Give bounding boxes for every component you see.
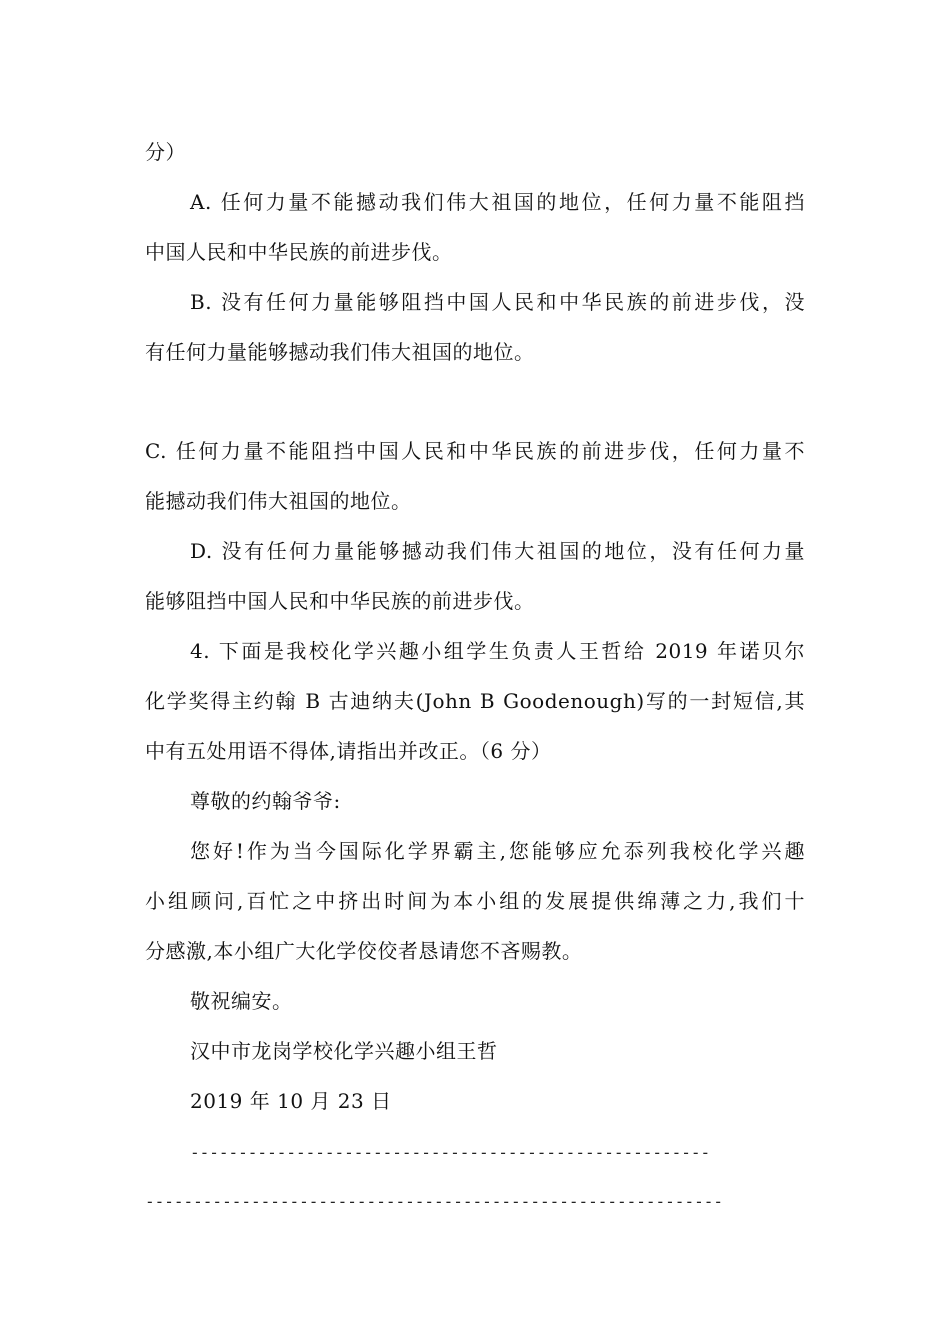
question-4-line-3: 中有五处用语不得体,请指出并改正。（6 分） bbox=[145, 739, 552, 763]
option-a-line-2: 中国人民和中华民族的前进步伐。 bbox=[145, 240, 453, 264]
option-d-line-1: D. 没有任何力量能够撼动我们伟大祖国的地位，没有任何力量 bbox=[190, 539, 805, 563]
letter-body-line-1: 您好!作为当今国际化学界霸主,您能够应允忝列我校化学兴趣 bbox=[190, 839, 805, 863]
answer-line-2: ------------------------------------------------------------ bbox=[145, 1192, 723, 1211]
letter-salutation: 尊敬的约翰爷爷: bbox=[190, 789, 341, 813]
option-d-line-2: 能够阻挡中国人民和中华民族的前进步伐。 bbox=[145, 589, 535, 613]
option-b-line-2: 有任何力量能够撼动我们伟大祖国的地位。 bbox=[145, 340, 535, 364]
question-4-line-1: 4. 下面是我校化学兴趣小组学生负责人王哲给 2019 年诺贝尔 bbox=[190, 639, 805, 663]
letter-body-line-3: 分感激,本小组广大化学佼佼者恳请您不吝赐教。 bbox=[145, 939, 583, 963]
letter-body-line-2: 小组顾问,百忙之中挤出时间为本小组的发展提供绵薄之力,我们十 bbox=[145, 889, 805, 913]
letter-closing: 敬祝编安。 bbox=[190, 989, 293, 1013]
option-a-line-1: A. 任何力量不能撼动我们伟大祖国的地位，任何力量不能阻挡 bbox=[190, 190, 805, 214]
option-c-line-1: C. 任何力量不能阻挡中国人民和中华民族的前进步伐，任何力量不 bbox=[145, 439, 805, 463]
question-4-line-2: 化学奖得主约翰 B 古迪纳夫(John B Goodenough)写的一封短信,其 bbox=[145, 689, 805, 713]
letter-signature: 汉中市龙岗学校化学兴趣小组王哲 bbox=[190, 1039, 498, 1063]
question-3-tail: 分） bbox=[145, 140, 186, 164]
option-b-line-1: B. 没有任何力量能够阻挡中国人民和中华民族的前进步伐，没 bbox=[190, 290, 805, 314]
answer-line-1: ------------------------------------------------------ bbox=[190, 1143, 711, 1162]
option-c-line-2: 能撼动我们伟大祖国的地位。 bbox=[145, 489, 412, 513]
letter-date: 2019 年 10 月 23 日 bbox=[190, 1089, 392, 1113]
